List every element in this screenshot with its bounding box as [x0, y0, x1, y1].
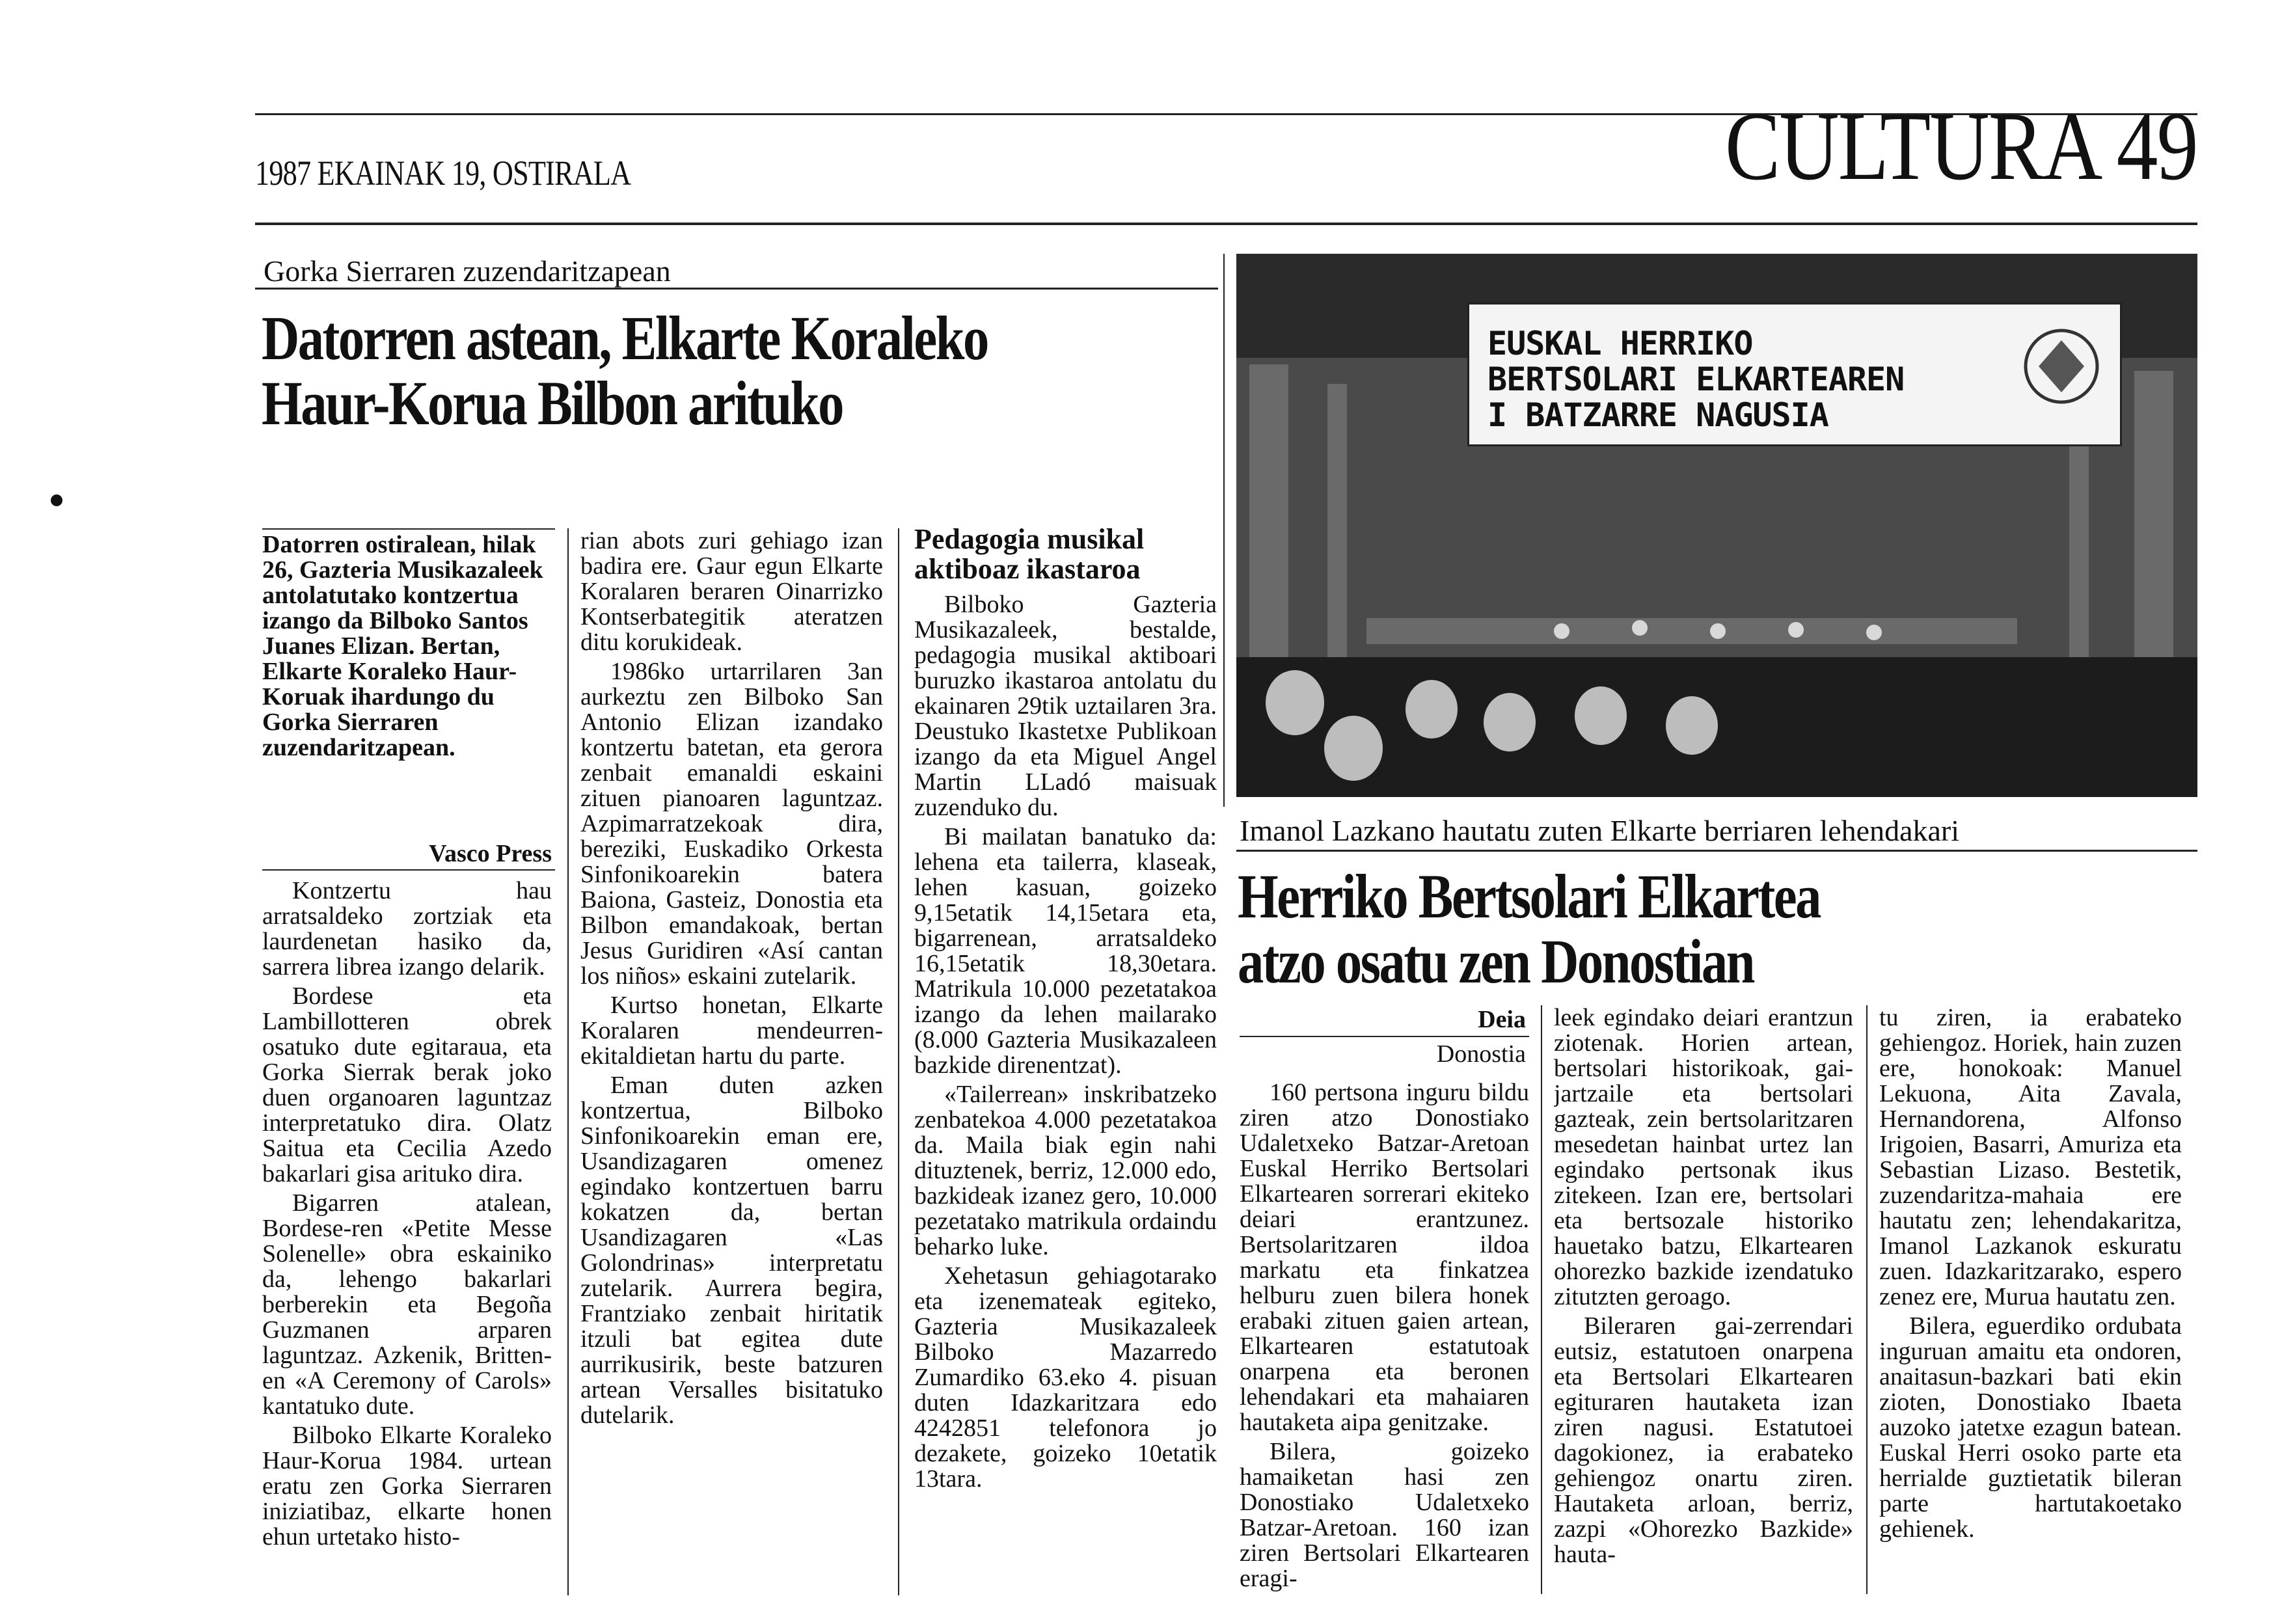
paragraph: «Tailerrean» inskribatzeko zenbatekoa 4.000 pezetatakoa da. Maila biak egin nahi dituztenek, berriz, 12.000 edo, bazkideak izanez gero, 10.000 pezetatako matrikula ordaindu beharko luke.: [914, 1081, 1217, 1260]
paragraph: leek egindako deiari erantzun ziotenak. Horien artean, bertsolari historikoak, gai-jartzaile eta bertsolari gazteak, zein bertsolaritzaren mesedetan hainbat urtez lan egindako pertsonak ikus zitekeen. Izan ere, bertsolari eta bertsozale historiko hauetako batzu, Elkartearen ohorezko bazkide izendatuko zitutzten geroago.: [1554, 1005, 1853, 1310]
column-divider: [1866, 1005, 1868, 1594]
sidebar-title: Pedagogia musikal aktiboaz ikastaroa: [914, 523, 1145, 585]
article2-credit-rule: [1240, 1036, 1529, 1037]
article2-credit: Deia: [1478, 1006, 1526, 1033]
banner-line-3: I BATZARRE NAGUSIA: [1487, 396, 1828, 434]
photo-banner: [1467, 303, 2122, 446]
header-rule: [255, 223, 2197, 225]
article1-kicker-rule: [255, 288, 1218, 290]
paragraph: Bilboko Elkarte Koraleko Haur-Korua 1984. urtean eratu zen Gorka Sierraren iniziatibaz, elkarte honen ehun urtetako histo-: [262, 1422, 552, 1550]
paragraph: Bi mailatan banatuko da: lehena eta tailerra, klaseak, lehen kasuan, goizeko 9,15etatik 14,15etara eta, bigarrenean, arratsaldeko 16,15etatik 18,30etara. Matrikula 10.000 pezetatakoa izango da lehen mailarako (8.000 Gazteria Musikazaleen bazkide direnentzat).: [914, 823, 1217, 1079]
credit-rule: [262, 869, 555, 871]
paragraph: rian abots zuri gehiago izan badira ere. Gaur egun Elkarte Koralaren beraren Oinarrizko Kontserbategitik ateratzen ditu korukideak.: [580, 528, 883, 656]
paragraph: 1986ko urtarrilaren 3an aurkeztu zen Bilboko San Antonio Elizan izandako kontzertu batetan, eta gerora zenbait emanaldi eskaini zituen pianoaren laguntzaz. Azpimarratzekoak dira, bereziki, Euskadiko Orkesta Sinfonikoarekin batera Baiona, Gasteiz, Donostia eta Bilbon emandakoak, bertan Jesus Guridiren «Así cantan los niños» eskaini zutelarik.: [580, 658, 883, 990]
paragraph: Eman duten azken kontzertua, Bilboko Sinfonikoarekin eman ere, Usandizagaren omenez egindako kontzertuen barru kokatzen da, bertan Usandizagaren «Las Golondrinas» interpretatu zutelarik. Aurrera begira, Frantziako zenbait hiritatik itzuli bat egitea dute aurrikusirik, beste batzuren artean Versalles bisitatuko dutelarik.: [580, 1072, 883, 1429]
article2-place: Donostia: [1436, 1040, 1526, 1068]
photo: [1236, 254, 2197, 797]
article2-headline: [1238, 861, 2282, 996]
article2-kicker: Imanol Lazkano hautatu zuten Elkarte berriaren lehendakari: [1240, 814, 1959, 847]
emblem-icon: [2019, 321, 2104, 425]
column-divider: [1541, 1005, 1542, 1594]
section-title: CULTURA 49: [1725, 92, 2197, 200]
paragraph: Bordese eta Lambillotteren obrek osatuko dute egitaraua, eta Gorka Sierrak berak joko duen organoaren laguntzaz interpretatuko dira. Olatz Saitua eta Cecilia Azedo bakarlari gisa arituko dira.: [262, 982, 552, 1187]
lead-top-rule: [262, 528, 555, 530]
paragraph: 160 pertsona inguru bildu ziren atzo Donostiako Udaletxeko Batzar-Aretoan Euskal Herriko Bertsolari Elkartearen sorrerari ekiteko deiari erantzunez. Bertsolaritzaren ildoa markatu eta finkatzea helburu zuen bilera honek erabaki zituen gaien artean, Elkartearen estatutoak onarpena eta beronen lehendakari eta mahaiaren hautaketa aipa genitzake.: [1240, 1080, 1529, 1436]
dateline: 1987 EKAINAK 19, OSTIRALA: [255, 154, 631, 193]
banner-line-2: BERTSOLARI ELKARTEAREN: [1487, 360, 1905, 398]
paragraph: Bilboko Gazteria Musikazaleek, bestalde, pedagogia musikal aktiboari buruzko ikastaroa antolatu du ekainaren 29tik uztailaren 3ra. Deustuko Ikastetxe Publikoan izango da eta Miguel Angel Martin LLadó maisuak zuzenduko du.: [914, 592, 1217, 821]
article1-column-1: [262, 878, 552, 1594]
article1-credit: Vasco Press: [429, 840, 552, 867]
article2-column-3: [1879, 1005, 2182, 1594]
article2-headline-line1: Herriko Bertsolari Elkartea: [1238, 861, 1820, 931]
banner-line-1: EUSKAL HERRIKO: [1487, 325, 1753, 362]
article1-headline-line1: Datorren astean, Elkarte Koraleko: [262, 303, 988, 373]
column-divider: [567, 528, 569, 1595]
paragraph: Xehetasun gehiagotarako eta izenemateak egiteko, Gazteria Musikazaleek Bilboko Mazarredo Zumardiko 63.eko 4. pisuan duten Idazkaritzara edo 4242851 telefonora jo dezakete, goizeko 10etatik 13tara.: [914, 1262, 1217, 1493]
paragraph: Bilera, goizeko hamaiketan hasi zen Donostiako Udaletxeko Batzar-Aretoan. 160 izan ziren Bertsolari Elkartearen eragi-: [1240, 1438, 1529, 1592]
article1-headline: [262, 303, 1368, 438]
paragraph: Bileraren gai-zerrendari eutsiz, estatutoen onarpena eta Bertsolari Elkartearen egituraren hautaketa izan ziren nagusi. Estatutoei dagokionez, ia erabateko gehiengoz onartu ziren. Hautaketa arloan, berriz, zazpi «Ohorezko Bazkide» hauta-: [1554, 1312, 1853, 1568]
article2-kicker-rule: [1236, 850, 2197, 852]
article2-column-2: [1554, 1005, 1853, 1594]
article1-kicker: Gorka Sierraren zuzendaritzapean: [264, 254, 671, 288]
paragraph: Kurtso honetan, Elkarte Koralaren mendeurren-ekitaldietan hartu du parte.: [580, 992, 883, 1070]
article1-lead: Datorren ostiralean, hilak 26, Gazteria Musikazaleek antolatutako kontzertua izango da Bilboko Santos Juanes Elizan. Bertan, Elkarte Koraleko Haur-Koruak ihardungo du Gorka Sierraren zuzendaritzapean.: [262, 532, 543, 761]
article1-headline-line2: Haur-Korua Bilbon arituko: [262, 368, 843, 438]
paragraph: tu ziren, ia erabateko gehiengoz. Horiek, hain zuzen ere, honokoak: Manuel Lekuona, Aita Zavala, Hernandorena, Alfonso Irigoien, Basarri, Amuriza eta Sebastian Lizaso. Bestetik, zuzendaritza-mahaia ere hautatu zen; lehendakaritza, Imanol Lazkanok eskuratu zuen. Idazkaritzarako, espero zenez ere, Murua hautatu zen.: [1879, 1005, 2182, 1310]
column-divider: [898, 528, 899, 1595]
punch-hole: [51, 494, 62, 506]
article1-column-2: [580, 528, 883, 1595]
paragraph: Bilera, eguerdiko ordubata inguruan amaitu eta ondoren, anaitasun-bazkari bati ekin zioten, Donostiako Ibaeta auzoko jatetxe ezagun batean. Euskal Herri osoko parte eta herrialde guztietatik bileran parte hartutakoetako gehienek.: [1879, 1312, 2182, 1543]
paragraph: Kontzertu hau arratsaldeko zortziak eta laurdenetan hasiko da, sarrera librea izango delarik.: [262, 878, 552, 981]
column-divider: [1223, 254, 1225, 807]
article1-column-3: [914, 592, 1217, 1594]
article2-headline-line2: atzo osatu zen Donostian: [1238, 927, 1754, 996]
article2-column-1: [1240, 1080, 1529, 1594]
paragraph: Bigarren atalean, Bordese-ren «Petite Messe Solenelle» obra eskainiko da, lehengo bakarlari berberekin eta Begoña Guzmanen arparen laguntzaz. Azkenik, Britten-en «A Ceremony of Carols» kantatuko dute.: [262, 1189, 552, 1420]
